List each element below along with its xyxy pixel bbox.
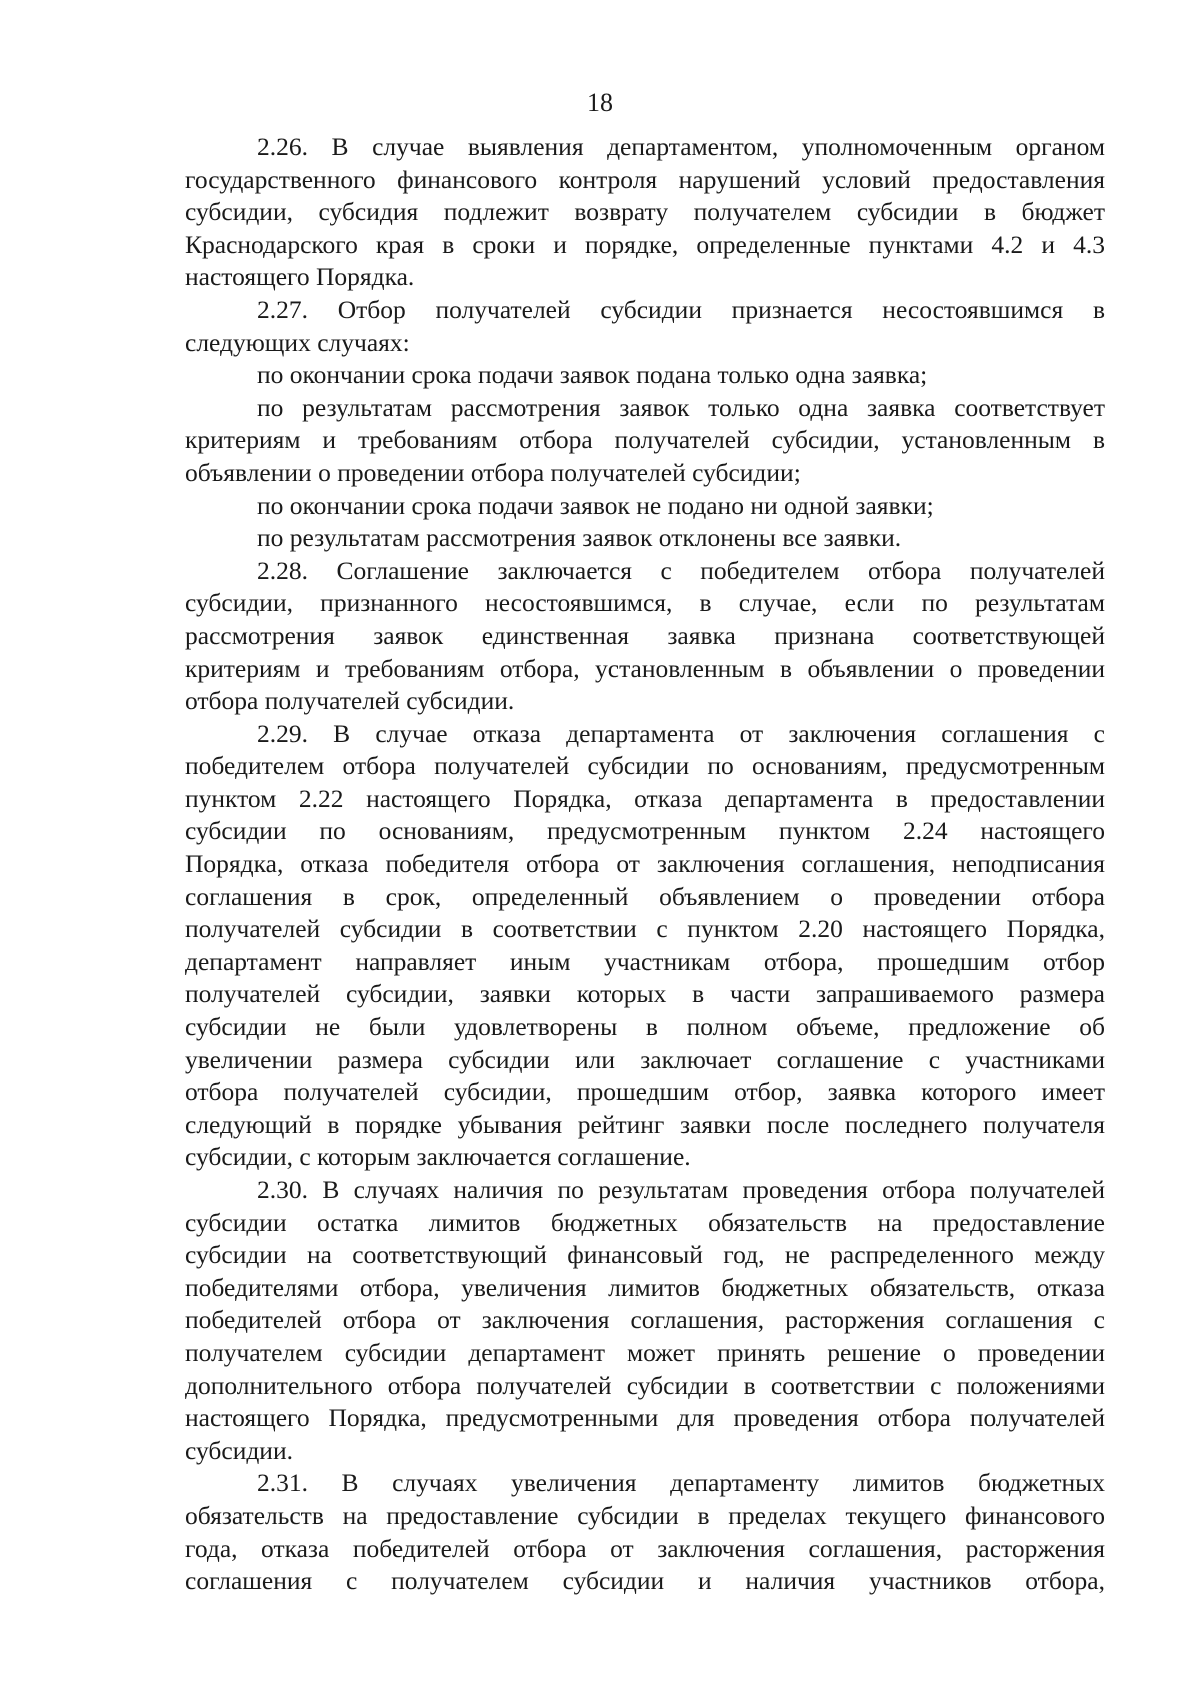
paragraph-2-29 <box>185 718 1105 1174</box>
page-number: 18 <box>587 88 613 117</box>
document-body <box>185 131 1105 1598</box>
text-line: соглашения с получателем субсидии и наличия участников отбора, <box>185 1566 1105 1596</box>
text-line: года, отказа победителей отбора от заключения соглашения, расторжения <box>185 1533 1105 1563</box>
text-line: 2.28. Соглашение заключается с победителем отбора получателей <box>257 555 1105 585</box>
list-item <box>185 522 1105 555</box>
text-line: субсидии остатка лимитов бюджетных обязательств на предоставление <box>185 1207 1105 1237</box>
text-line: по окончании срока подачи заявок подана только одна заявка; <box>257 360 928 390</box>
paragraph-2-30 <box>185 1174 1105 1467</box>
paragraph-2-27 <box>185 294 1105 359</box>
text-line: 2.26. В случае выявления департаментом, уполномоченным органом <box>257 132 1105 161</box>
text-line: пунктом 2.22 настоящего Порядка, отказа департамента в предоставлении <box>185 783 1105 813</box>
text-line: Порядка, отказа победителя отбора от заключения соглашения, неподписания <box>185 849 1105 879</box>
text-line: объявлении о проведении отбора получателей субсидии; <box>185 457 801 487</box>
text-line: следующий в порядке убывания рейтинг заявки после последнего получателя <box>185 1109 1105 1139</box>
text-line: настоящего Порядка, предусмотренными для проведения отбора получателей <box>185 1403 1105 1433</box>
text-line: субсидии, признанного несостоявшимся, в случае, если по результатам <box>185 588 1105 618</box>
text-line: рассмотрения заявок единственная заявка признана соответствующей <box>185 620 1105 650</box>
text-line: отбора получателей субсидии. <box>185 686 515 716</box>
text-line: субсидии не были удовлетворены в полном объеме, предложение об <box>185 1012 1105 1042</box>
text-line: 2.31. В случаях увеличения департаменту лимитов бюджетных <box>257 1468 1105 1498</box>
text-line: получателем субсидии департамент может принять решение о проведении <box>185 1337 1105 1367</box>
text-line: по результатам рассмотрения заявок только одна заявка соответствует <box>257 392 1105 422</box>
text-line: настоящего Порядка. <box>185 262 415 292</box>
text-line: департамент направляет иным участникам отбора, прошедшим отбор <box>185 946 1105 976</box>
text-line: 2.27. Отбор получателей субсидии признается несостоявшимся в <box>257 294 1105 324</box>
paragraph-2-28 <box>185 555 1105 718</box>
text-line: государственного финансового контроля нарушений условий предоставления <box>185 164 1105 194</box>
paragraph-2-26 <box>185 131 1105 294</box>
text-line: увеличении размера субсидии или заключает соглашение с участниками <box>185 1044 1105 1074</box>
text-line: субсидии на соответствующий финансовый год, не распределенного между <box>185 1240 1105 1270</box>
text-line: критериям и требованиям отбора получателей субсидии, установленным в <box>185 425 1105 455</box>
text-line: субсидии. <box>185 1435 293 1465</box>
text-line: дополнительного отбора получателей субсидии в соответствии с положениями <box>185 1370 1105 1400</box>
text-line: субсидии, с которым заключается соглашение. <box>185 1142 691 1172</box>
text-line: обязательств на предоставление субсидии в пределах текущего финансового <box>185 1500 1105 1530</box>
text-line: победителями отбора, увеличения лимитов бюджетных обязательств, отказа <box>185 1272 1105 1302</box>
text-line: победителем отбора получателей субсидии по основаниям, предусмотренным <box>185 751 1105 781</box>
text-line: следующих случаях: <box>185 327 410 357</box>
text-line: критериям и требованиям отбора, установленным в объявлении о проведении <box>185 653 1105 683</box>
text-line: субсидии по основаниям, предусмотренным пунктом 2.24 настоящего <box>185 816 1105 846</box>
text-line: 2.30. В случаях наличия по результатам проведения отбора получателей <box>257 1175 1105 1204</box>
text-line: по окончании срока подачи заявок не подано ни одной заявки; <box>257 490 934 520</box>
text-line: соглашения в срок, определенный объявлением о проведении отбора <box>185 881 1105 911</box>
text-line: по результатам рассмотрения заявок отклонены все заявки. <box>257 523 902 553</box>
text-line: получателей субсидии, заявки которых в части запрашиваемого размера <box>185 979 1105 1009</box>
text-line: отбора получателей субсидии, прошедшим отбор, заявка которого имеет <box>185 1077 1105 1107</box>
list-item <box>185 359 1105 392</box>
text-line: победителей отбора от заключения соглашения, расторжения соглашения с <box>185 1305 1105 1335</box>
text-line: 2.29. В случае отказа департамента от заключения соглашения с <box>257 718 1105 748</box>
list-item <box>185 392 1105 490</box>
text-line: субсидии, субсидия подлежит возврату получателем субсидии в бюджет <box>185 197 1105 227</box>
text-line: Краснодарского края в сроки и порядке, определенные пунктами 4.2 и 4.3 <box>185 229 1105 259</box>
list-item <box>185 490 1105 523</box>
paragraph-2-31 <box>185 1467 1105 1597</box>
text-line: получателей субсидии в соответствии с пунктом 2.20 настоящего Порядка, <box>185 914 1105 944</box>
